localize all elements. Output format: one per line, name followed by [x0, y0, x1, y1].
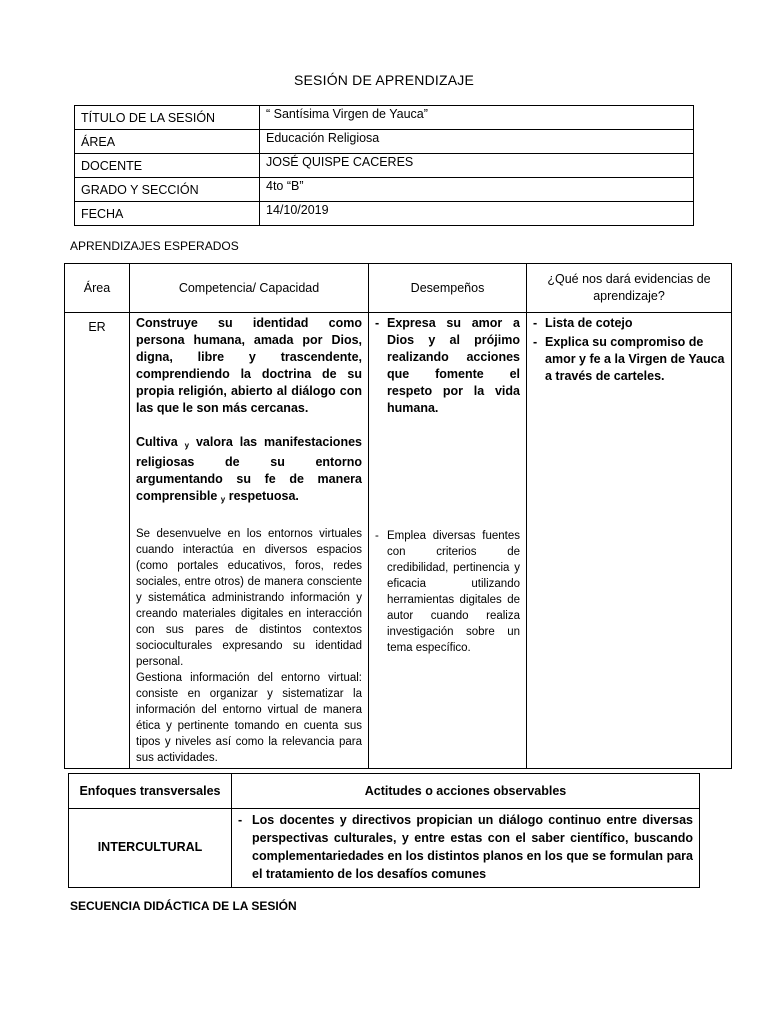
- table-row: [75, 178, 694, 202]
- competencia-cell: [130, 313, 369, 769]
- competencia-cultiva-y2: y: [220, 495, 226, 504]
- competencia-cultiva: [136, 434, 362, 508]
- secuencia-heading: SECUENCIA DIDÁCTICA DE LA SESIÓN: [70, 899, 297, 913]
- area-value: Educación Religiosa: [266, 131, 380, 145]
- header-enfoque: Enfoques transversales: [69, 774, 232, 809]
- header-desempenos: Desempeños: [369, 264, 527, 313]
- info-value: [260, 106, 694, 130]
- teacher-value: JOSÉ QUISPE CACERES: [266, 155, 414, 169]
- session-info-table: [74, 105, 694, 226]
- table-row: [69, 809, 700, 888]
- desempeno-item: [375, 315, 520, 417]
- actitud-cell: [232, 809, 700, 888]
- info-value: [260, 130, 694, 154]
- table-row: [75, 202, 694, 226]
- competencia-cultiva-c: respetuosa.: [228, 489, 299, 503]
- info-label: FECHA: [75, 202, 260, 226]
- desempeno-text: Expresa su amor a Dios y al prójimo realizando acciones que fomente el respeto por la vida humana.: [387, 316, 520, 415]
- learning-table: [64, 263, 732, 769]
- header-evidencias: ¿Qué nos dará evidencias de aprendizaje?: [527, 264, 732, 313]
- date-value: 14/10/2019: [266, 203, 329, 217]
- info-value: [260, 178, 694, 202]
- session-title-value: “ Santísima Virgen de Yauca”: [266, 107, 428, 121]
- evidencia-item: [533, 315, 725, 332]
- table-row: [75, 154, 694, 178]
- table-row: [75, 106, 694, 130]
- enfoques-table: [68, 773, 700, 888]
- competencia-cultiva-y1: y: [184, 441, 190, 450]
- evidencias-cell: [527, 313, 732, 769]
- competencia-gestiona-informacion: Gestiona información del entorno virtual: consiste en organizar y sistematizar la información del entorno virtual de manera ética y pertinente tomando en cuenta sus tipos y niveles así como la relevancia para sus actividades.: [136, 672, 362, 764]
- competencia-entornos-virtuales: Se desenvuelve en los entornos virtuales cuando interactúa en diversos espacios (como portales educativos, foros, redes sociales, entre otros) de manera consciente y sistemática administrando información y creando materiales digitales en interacción con sus pares de distintos contextos socioculturales expresando su identidad personal.: [136, 528, 362, 668]
- table-row: [75, 130, 694, 154]
- header-competencia: Competencia/ Capacidad: [130, 264, 369, 313]
- info-value: [260, 202, 694, 226]
- actitud-item: [238, 811, 693, 883]
- header-actitudes: Actitudes o acciones observables: [232, 774, 700, 809]
- dash: -: [238, 813, 243, 827]
- dash: -: [533, 335, 538, 349]
- dash: -: [533, 316, 538, 330]
- dash: -: [375, 530, 379, 542]
- desempeno-text: Emplea diversas fuentes con criterios de credibilidad, pertinencia y eficacia utilizando herramientas digitales de autor cuando realiza investigación sobre un tema específico.: [387, 530, 520, 654]
- table-header-row: [69, 774, 700, 809]
- competencia-identidad: Construye su identidad como persona humana, amada por Dios, digna, libre y trascendente, comprendiendo la doctrina de su propia religión, abierto al diálogo con las que le son más cercanas.: [136, 316, 362, 415]
- competencia-cultiva-a: Cultiva: [136, 435, 178, 449]
- info-label: DOCENTE: [75, 154, 260, 178]
- header-area: Área: [65, 264, 130, 313]
- grade-value: 4to “B”: [266, 179, 304, 193]
- desempenos-cell: [369, 313, 527, 769]
- enfoque-cell: INTERCULTURAL: [69, 809, 232, 888]
- page-title: SESIÓN DE APRENDIZAJE: [293, 72, 475, 88]
- table-header-row: [65, 264, 732, 313]
- info-value: [260, 154, 694, 178]
- table-row: [65, 313, 732, 769]
- competencia-cultiva-b: valora las manifestaciones religiosas de su entorno argumentando su fe de manera comprensible: [136, 435, 362, 503]
- dash: -: [375, 316, 380, 330]
- info-label: TÍTULO DE LA SESIÓN: [75, 106, 260, 130]
- actitud-text: Los docentes y directivos propician un diálogo continuo entre diversas perspectivas culturales, y entre estas con el saber científico, buscando complementariedades en los distintos planos en los que se formulan para el tratamiento de los desafíos comunes: [252, 813, 693, 881]
- desempeno-item: [375, 528, 520, 656]
- info-label: GRADO Y SECCIÓN: [75, 178, 260, 202]
- evidencia-text: Explica su compromiso de amor y fe a la Virgen de Yauca a través de carteles.: [545, 335, 725, 383]
- info-label: ÁREA: [75, 130, 260, 154]
- area-cell: ER: [65, 313, 130, 769]
- aprendizajes-heading: APRENDIZAJES ESPERADOS: [70, 239, 239, 253]
- evidencia-text: Lista de cotejo: [545, 316, 633, 330]
- evidencia-item: [533, 334, 725, 385]
